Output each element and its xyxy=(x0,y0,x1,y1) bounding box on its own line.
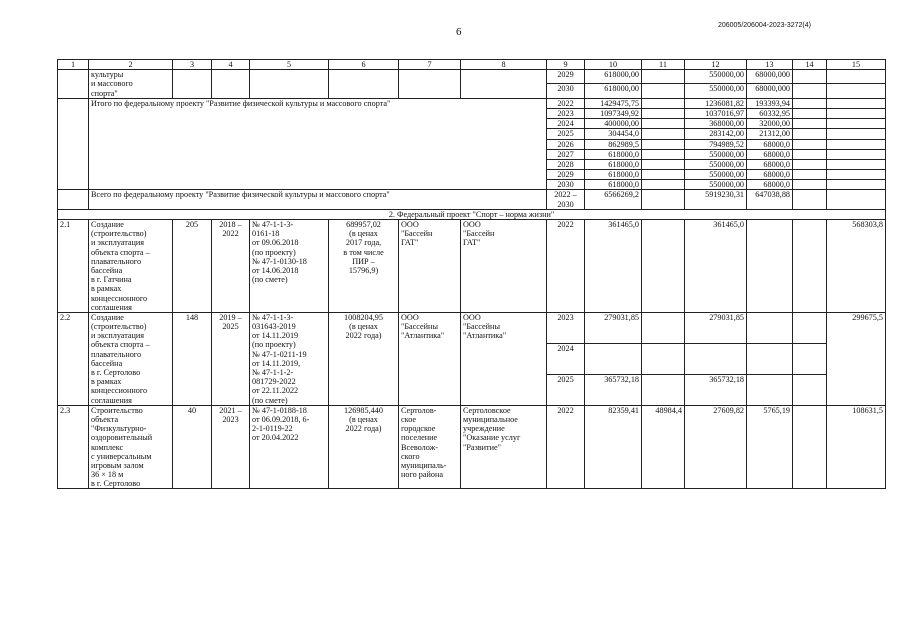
empty-cell xyxy=(827,180,886,190)
object-name-cell-line: соглашения xyxy=(91,302,132,312)
object-name-cell-line: Создание xyxy=(91,220,124,229)
owner-cell-line: Всеволож- xyxy=(401,442,438,452)
estimated-cost-cell-line: в том числе xyxy=(343,247,384,257)
expertise-cell-line: от 09.06.2018 xyxy=(252,238,299,248)
amount-cell xyxy=(642,343,685,374)
expertise-cell-line: от 20.04.2022 xyxy=(252,433,299,443)
empty-cell xyxy=(212,70,250,99)
item-row xyxy=(58,405,886,489)
year-cell: 2029 xyxy=(547,170,585,180)
empty-cell xyxy=(827,129,886,139)
amount-cell xyxy=(747,220,793,313)
amount-cell: 68000,0 xyxy=(747,159,793,169)
object-name-cell-line: 36 × 18 м xyxy=(91,470,124,480)
amount-cell: 550000,00 xyxy=(685,84,747,98)
empty-cell xyxy=(793,70,827,84)
budget-table xyxy=(57,59,886,489)
empty-cell xyxy=(329,70,399,99)
object-name-cell-line: "Физкультурно- xyxy=(91,424,147,434)
empty-cell xyxy=(827,70,886,84)
amount-cell xyxy=(642,108,685,118)
customer-cell-line: ООО xyxy=(463,220,481,229)
amount-cell xyxy=(642,159,685,169)
estimated-cost-cell xyxy=(329,312,399,405)
empty-cell xyxy=(793,190,827,209)
year-cell: 2023 xyxy=(547,108,585,118)
amount-cell: 361465,0 xyxy=(585,220,642,313)
amount-cell: 6566269,2 xyxy=(585,190,642,209)
object-name-cell-line: в г. Гатчина xyxy=(91,275,132,285)
amount-cell xyxy=(793,220,827,313)
itogo-label: Итого по федеральному проекту "Развитие физической культуры и массового спорта" xyxy=(89,98,547,190)
amount-cell xyxy=(642,149,685,159)
estimated-cost-cell-line: 15796,9) xyxy=(348,265,379,275)
item-number: 2.2 xyxy=(58,312,89,405)
column-number: 5 xyxy=(250,60,329,70)
project-title-row xyxy=(58,209,886,219)
object-name-cell-line: в г. Сертолово xyxy=(91,368,141,377)
object-name-cell-line: и эксплуатация xyxy=(91,331,145,341)
amount-cell xyxy=(793,374,827,405)
empty-cell xyxy=(399,70,461,99)
expertise-cell xyxy=(250,405,329,489)
empty-cell xyxy=(793,170,827,180)
num-cell xyxy=(58,98,89,190)
object-name-cell xyxy=(89,405,173,489)
expertise-cell-line: от 14.11.2019, xyxy=(252,358,301,368)
amount-cell: 5919230,31 xyxy=(685,190,747,209)
project-title: 2. Федеральный проект "Спорт – норма жизни" xyxy=(58,209,886,219)
page-number: 6 xyxy=(456,26,462,38)
table-body xyxy=(58,60,886,489)
amount-cell xyxy=(642,84,685,98)
estimated-cost-cell xyxy=(329,220,399,313)
capacity-cell: 205 xyxy=(173,220,212,313)
expertise-cell-line: (по проекту) xyxy=(252,340,296,350)
column-number: 6 xyxy=(329,60,399,70)
expertise-cell-line: № 47-1-0188-18 xyxy=(252,405,307,415)
object-name-cell-line: (строительство) xyxy=(91,229,147,239)
expertise-cell-line: № 47-1-1-3- xyxy=(252,312,294,322)
owner-cell-line: ООО xyxy=(401,312,419,322)
expertise-cell-line: от 06.09.2018, 6- xyxy=(252,414,310,424)
item-row xyxy=(58,312,886,343)
column-number: 12 xyxy=(685,60,747,70)
object-name-cell-line: в рамках xyxy=(91,284,122,294)
year-cell: 2022 xyxy=(547,405,585,489)
period-cell xyxy=(212,405,250,489)
estimated-cost-cell-line: 2022 года) xyxy=(345,424,382,434)
column-number: 9 xyxy=(547,60,585,70)
estimated-cost-cell-line: 126985,440 xyxy=(344,405,383,415)
empty-cell xyxy=(793,180,827,190)
expertise-cell-line: 081729-2022 xyxy=(252,377,296,387)
amount-cell: 68000,000 xyxy=(747,70,793,84)
expertise-cell-line: № 47-1-0211-19 xyxy=(252,349,307,359)
object-name-cell-line: комплекс xyxy=(91,442,124,452)
customer-cell-line: Сертоловское xyxy=(463,405,511,415)
year-cell xyxy=(547,190,585,209)
column-number: 8 xyxy=(461,60,547,70)
year-cell: 2030 xyxy=(547,180,585,190)
year-cell: 2028 xyxy=(547,159,585,169)
amount-cell: 48984,4 xyxy=(642,405,685,489)
amount-cell: 304454,0 xyxy=(585,129,642,139)
amount-cell: 1097349,92 xyxy=(585,108,642,118)
object-name-cell-line: игровым залом xyxy=(91,460,144,470)
amount-cell xyxy=(642,374,685,405)
year-cell: 2023 xyxy=(547,312,585,343)
period-cell-line: 2022 xyxy=(222,229,239,239)
num-cell xyxy=(58,70,89,99)
empty-cell xyxy=(827,98,886,108)
column-number: 15 xyxy=(827,60,886,70)
object-name-cell xyxy=(89,312,173,405)
period-cell-line: 2025 xyxy=(222,322,239,332)
object-name-cell-line: плавательного xyxy=(91,349,142,359)
owner-cell-line: поселение xyxy=(401,433,438,443)
object-name-cell-line: Строительство xyxy=(91,405,143,415)
empty-cell xyxy=(793,108,827,118)
vsego-row xyxy=(58,190,886,209)
customer-cell xyxy=(461,220,547,313)
owner-cell-line: "Бассейны xyxy=(401,322,438,332)
amount-cell xyxy=(642,129,685,139)
empty-cell xyxy=(827,119,886,129)
amount-cell: 361465,0 xyxy=(685,220,747,313)
year-cell: 2025 xyxy=(547,374,585,405)
amount-cell xyxy=(747,312,793,343)
expertise-cell-line: от 14.06.2018 xyxy=(252,265,299,275)
empty-cell xyxy=(827,108,886,118)
object-name-cell-line: концессионного xyxy=(91,293,148,303)
customer-cell-line: "Атлантика" xyxy=(463,331,507,341)
owner-cell-line: ское xyxy=(401,414,417,424)
total-cost-cell: 108631,5 xyxy=(827,405,886,489)
capacity-cell: 40 xyxy=(173,405,212,489)
owner-cell xyxy=(399,220,461,313)
amount-cell: 68000,000 xyxy=(747,84,793,98)
customer-cell xyxy=(461,312,547,405)
amount-cell xyxy=(642,70,685,84)
amount-cell xyxy=(793,312,827,343)
amount-cell xyxy=(642,139,685,149)
total-cost-cell: 299675,5 xyxy=(827,312,886,405)
amount-cell xyxy=(642,98,685,108)
empty-cell xyxy=(827,170,886,180)
period-cell xyxy=(212,220,250,313)
object-name-cell-line: объекта спорта – xyxy=(91,340,150,350)
object-name-cell-line: (строительство) xyxy=(91,322,147,332)
column-number: 1 xyxy=(58,60,89,70)
item-number: 2.1 xyxy=(58,220,89,313)
empty-cell xyxy=(461,70,547,99)
year-cell: 2029 xyxy=(547,70,585,84)
amount-cell: 193393,94 xyxy=(747,98,793,108)
period-cell-line: 2018 – xyxy=(219,220,242,229)
empty-cell xyxy=(793,129,827,139)
amount-cell xyxy=(685,343,747,374)
object-name-cell-line: в г. Сертолово xyxy=(91,479,141,489)
amount-cell: 68000,0 xyxy=(747,180,793,190)
object-name-cell-line: и массового xyxy=(91,79,133,89)
amount-cell xyxy=(747,343,793,374)
owner-cell-line: муниципаль- xyxy=(401,460,447,470)
owner-cell-line: "Атлантика" xyxy=(401,331,445,341)
column-number: 3 xyxy=(173,60,212,70)
column-number: 2 xyxy=(89,60,173,70)
object-name-cell-line: спорта" xyxy=(91,88,118,98)
object-name-cell-line: бассейна xyxy=(91,358,123,368)
amount-cell: 368000,00 xyxy=(685,119,747,129)
amount-cell: 82359,41 xyxy=(585,405,642,489)
amount-cell: 550000,00 xyxy=(685,170,747,180)
column-number-row xyxy=(58,60,886,70)
amount-cell: 60332,95 xyxy=(747,108,793,118)
empty-cell xyxy=(793,119,827,129)
year-cell: 2030 xyxy=(547,84,585,98)
column-number: 14 xyxy=(793,60,827,70)
empty-cell xyxy=(793,84,827,98)
amount-cell xyxy=(642,190,685,209)
itogo-row xyxy=(58,98,886,108)
period-cell-line: 2021 – xyxy=(219,405,242,415)
amount-cell: 1236081,82 xyxy=(685,98,747,108)
amount-cell: 1429475,75 xyxy=(585,98,642,108)
amount-cell: 279031,85 xyxy=(585,312,642,343)
table-row xyxy=(58,70,886,84)
year-cell: 2025 xyxy=(547,129,585,139)
customer-cell-line: ООО xyxy=(463,312,481,322)
amount-cell: 794989,52 xyxy=(685,139,747,149)
year-cell: 2024 xyxy=(547,343,585,374)
owner-cell-line: городское xyxy=(401,424,436,434)
amount-cell xyxy=(642,312,685,343)
amount-cell: 618000,0 xyxy=(585,180,642,190)
customer-cell-line: ГАТ" xyxy=(463,238,481,248)
object-name-cell-line: соглашения xyxy=(91,395,132,405)
amount-cell xyxy=(793,343,827,374)
item-row xyxy=(58,220,886,313)
amount-cell: 27609,82 xyxy=(685,405,747,489)
item-number: 2.3 xyxy=(58,405,89,489)
owner-cell-line: ООО xyxy=(401,220,419,229)
expertise-cell-line: № 47-1-0130-18 xyxy=(252,256,307,266)
column-number: 10 xyxy=(585,60,642,70)
amount-cell: 618000,0 xyxy=(585,170,642,180)
estimated-cost-cell-line: ПИР – xyxy=(352,256,375,266)
owner-cell-line: "Бассейн xyxy=(401,229,433,239)
owner-cell-line: ного района xyxy=(401,470,443,480)
estimated-cost-cell-line: 689957,02 xyxy=(346,220,381,229)
empty-cell xyxy=(793,139,827,149)
amount-cell: 550000,00 xyxy=(685,180,747,190)
amount-cell: 68000,0 xyxy=(747,170,793,180)
amount-cell: 68000,0 xyxy=(747,149,793,159)
customer-cell xyxy=(461,405,547,489)
customer-cell-line: "Оказание услуг xyxy=(463,433,521,443)
estimated-cost-cell-line: (в ценах xyxy=(349,322,378,332)
empty-cell xyxy=(827,149,886,159)
amount-cell: 365732,18 xyxy=(685,374,747,405)
num-cell xyxy=(58,190,89,209)
amount-cell: 32000,00 xyxy=(747,119,793,129)
expertise-cell-line: 0161-18 xyxy=(252,229,280,239)
object-name-cell-line: Создание xyxy=(91,312,124,322)
estimated-cost-cell-line: 1008204,95 xyxy=(344,312,383,322)
amount-cell: 68000,0 xyxy=(747,139,793,149)
year-cell: 2026 xyxy=(547,139,585,149)
expertise-cell-line: № 47-1-1-2- xyxy=(252,368,294,377)
object-name-cell-line: объекта xyxy=(91,414,119,424)
year-cell: 2022 xyxy=(547,98,585,108)
amount-cell: 279031,85 xyxy=(685,312,747,343)
expertise-cell xyxy=(250,220,329,313)
expertise-cell-line: № 47-1-1-3- xyxy=(252,220,294,229)
expertise-cell-line: от 14.11.2019 xyxy=(252,331,299,341)
object-name-cell-line: объекта спорта – xyxy=(91,247,150,257)
customer-cell-line: "Развитие" xyxy=(463,442,501,452)
amount-cell: 647038,88 xyxy=(747,190,793,209)
empty-cell xyxy=(827,190,886,209)
amount-cell: 400000,00 xyxy=(585,119,642,129)
expertise-cell-line: 031643-2019 xyxy=(252,322,296,332)
year-cell: 2024 xyxy=(547,119,585,129)
capacity-cell: 148 xyxy=(173,312,212,405)
owner-cell xyxy=(399,405,461,489)
owner-cell-line: ского xyxy=(401,451,420,461)
object-name-cell-line: в рамках xyxy=(91,377,122,387)
object-name-cell-line: с универсальным xyxy=(91,451,152,461)
empty-cell xyxy=(250,70,329,99)
expertise-cell-line: (по проекту) xyxy=(252,247,296,257)
amount-cell xyxy=(747,374,793,405)
period-cell xyxy=(212,312,250,405)
column-number: 4 xyxy=(212,60,250,70)
object-name-cell xyxy=(89,70,173,99)
amount-cell: 862989,5 xyxy=(585,139,642,149)
amount-cell xyxy=(642,170,685,180)
amount-cell: 1037016,97 xyxy=(685,108,747,118)
amount-cell xyxy=(793,405,827,489)
amount-cell: 365732,18 xyxy=(585,374,642,405)
amount-cell: 618000,0 xyxy=(585,159,642,169)
year-cell-line: 2030 xyxy=(557,199,574,209)
amount-cell: 618000,0 xyxy=(585,149,642,159)
amount-cell: 283142,00 xyxy=(685,129,747,139)
column-number: 13 xyxy=(747,60,793,70)
amount-cell: 550000,00 xyxy=(685,70,747,84)
empty-cell xyxy=(793,149,827,159)
total-cost-cell: 568303,8 xyxy=(827,220,886,313)
estimated-cost-cell-line: (в ценах xyxy=(349,414,378,424)
year-cell-line: 2022 – xyxy=(554,190,577,200)
period-cell-line: 2023 xyxy=(222,414,239,424)
document-id: 206005/206004-2023-3272(4) xyxy=(717,22,811,29)
empty-cell xyxy=(827,159,886,169)
owner-cell xyxy=(399,312,461,405)
customer-cell-line: "Бассейны xyxy=(463,322,500,332)
amount-cell: 618000,00 xyxy=(585,70,642,84)
vsego-label: Всего по федеральному проекту "Развитие физической культуры и массового спорта" xyxy=(89,190,547,209)
object-name-cell-line: и эксплуатация xyxy=(91,238,145,248)
amount-cell xyxy=(585,343,642,374)
estimated-cost-cell-line: 2022 года) xyxy=(345,331,382,341)
estimated-cost-cell-line: 2017 года, xyxy=(345,238,382,248)
object-name-cell-line: концессионного xyxy=(91,386,148,396)
empty-cell xyxy=(173,70,212,99)
empty-cell xyxy=(793,98,827,108)
estimated-cost-cell xyxy=(329,405,399,489)
object-name-cell-line: культуры xyxy=(91,70,124,80)
object-name-cell-line: бассейна xyxy=(91,265,123,275)
period-cell-line: 2019 – xyxy=(219,312,242,322)
amount-cell: 550000,00 xyxy=(685,159,747,169)
empty-cell xyxy=(793,159,827,169)
object-name-cell-line: плавательного xyxy=(91,256,142,266)
owner-cell-line: Сертолов- xyxy=(401,405,437,415)
expertise-cell-line: (по смете) xyxy=(252,395,288,405)
amount-cell xyxy=(642,180,685,190)
customer-cell-line: муниципальное xyxy=(463,414,518,424)
amount-cell: 618000,00 xyxy=(585,84,642,98)
expertise-cell-line: (по смете) xyxy=(252,275,288,285)
year-cell: 2027 xyxy=(547,149,585,159)
customer-cell-line: учреждение xyxy=(463,424,505,434)
amount-cell xyxy=(642,119,685,129)
amount-cell: 5765,19 xyxy=(747,405,793,489)
amount-cell: 550000,00 xyxy=(685,149,747,159)
expertise-cell xyxy=(250,312,329,405)
owner-cell-line: ГАТ" xyxy=(401,238,419,248)
expertise-cell-line: 2-1-0119-22 xyxy=(252,424,293,434)
amount-cell: 21312,00 xyxy=(747,129,793,139)
year-cell: 2022 xyxy=(547,220,585,313)
column-number: 7 xyxy=(399,60,461,70)
expertise-cell-line: от 22.11.2022 xyxy=(252,386,299,396)
object-name-cell-line: оздоровительный xyxy=(91,433,153,443)
estimated-cost-cell-line: (в ценах xyxy=(349,229,378,239)
customer-cell-line: "Бассейн xyxy=(463,229,495,239)
object-name-cell xyxy=(89,220,173,313)
empty-cell xyxy=(827,139,886,149)
column-number: 11 xyxy=(642,60,685,70)
amount-cell xyxy=(642,220,685,313)
empty-cell xyxy=(827,84,886,98)
